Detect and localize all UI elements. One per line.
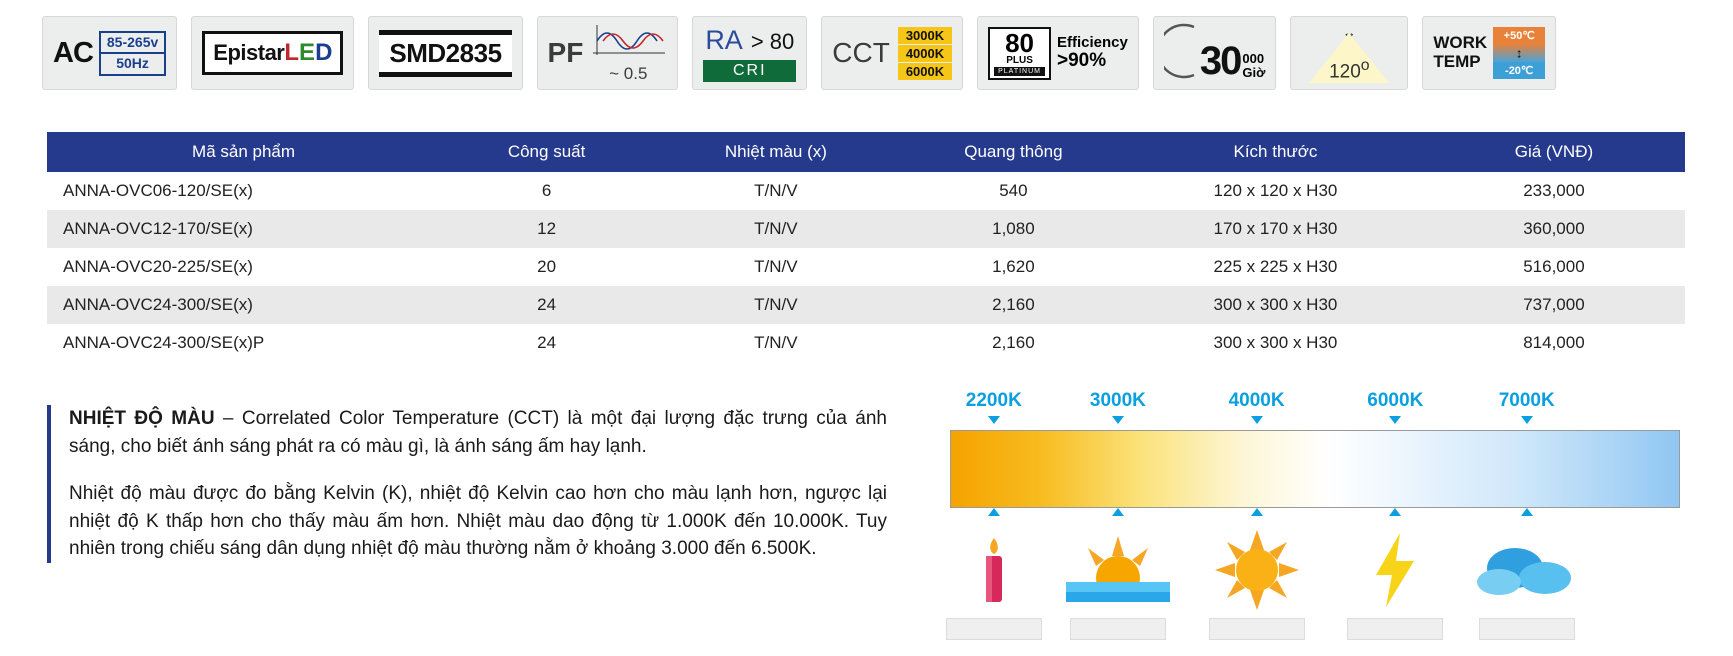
- spec-badge-strip: [42, 16, 1556, 90]
- cell-size: 300 x 300 x H30: [1213, 295, 1338, 314]
- ac-label: AC: [53, 36, 93, 69]
- waveform-icon: [589, 23, 667, 62]
- ra-label: RA: [705, 24, 743, 55]
- article-paragraph-1-body: – Correlated Color Temperature (CCT) là một đại lượng đặc trưng của ánh sáng, cho biết ánh sáng phát ra có màu gì, là ánh sáng ấm hay lạnh.: [69, 408, 888, 457]
- cct-marker-6000k: [1389, 508, 1401, 516]
- work-temp-min: -20℃: [1493, 62, 1545, 79]
- cct-gradient-bar: [950, 430, 1680, 508]
- cct-tick-7000k: 7000K: [1499, 390, 1555, 424]
- cct-tick-2200k: 2200K: [966, 390, 1022, 424]
- cell-size: 170 x 170 x H30: [1213, 219, 1338, 238]
- cct-option-6000k: 6000K: [898, 63, 952, 80]
- cell-cct: T/N/V: [754, 219, 798, 238]
- cell-price: 516,000: [1523, 257, 1585, 276]
- lifetime-unit: Giờ: [1242, 64, 1266, 80]
- badge-beam-angle: [1290, 16, 1408, 90]
- product-spec-table: [47, 132, 1685, 362]
- cell-code: ANNA-OVC06-120/SE(x): [63, 181, 253, 200]
- table-row: [47, 286, 1685, 324]
- beam-arrow-icon: ↔: [1342, 25, 1356, 40]
- badge-cct-options: [821, 16, 963, 90]
- pf-label: PF: [547, 37, 584, 68]
- table-header-row: [47, 132, 1685, 172]
- cct-chip-3: [1209, 618, 1305, 640]
- cct-caption-chips: [950, 618, 1680, 642]
- cct-source-icons: [950, 530, 1680, 618]
- cct-marker-4000k: [1251, 508, 1263, 516]
- cell-size: 300 x 300 x H30: [1213, 333, 1338, 352]
- work-temp-line2: TEMP: [1433, 52, 1481, 71]
- eff-line1: Efficiency: [1057, 34, 1128, 52]
- badge-chip-brand: [191, 16, 354, 90]
- cell-code: ANNA-OVC20-225/SE(x): [63, 257, 253, 276]
- cct-article: [47, 405, 887, 563]
- cct-chip-5: [1479, 618, 1575, 640]
- lightning-icon: [1340, 530, 1450, 610]
- cct-option-4000k: 4000K: [898, 45, 952, 62]
- table-row: [47, 248, 1685, 286]
- lifespan-arc-icon: [1164, 23, 1198, 84]
- lifetime-number: 30: [1199, 38, 1241, 83]
- cct-marker-2200k: [988, 508, 1000, 516]
- cell-cct: T/N/V: [754, 295, 798, 314]
- eff-plus: PLUS: [1006, 54, 1033, 66]
- cell-lumen: 1,620: [992, 257, 1035, 276]
- ac-voltage-value: 85-265v: [101, 33, 164, 55]
- cell-power: 12: [537, 219, 557, 238]
- candle-icon: [939, 530, 1049, 610]
- article-paragraph-1: [69, 405, 887, 460]
- cell-power: 24: [537, 295, 557, 314]
- cell-price: 360,000: [1523, 219, 1585, 238]
- cct-bottom-markers: [950, 508, 1680, 524]
- chip-brand-prefix: Epistar: [213, 40, 285, 65]
- ra-value: > 80: [750, 28, 795, 54]
- badge-ac-voltage: [42, 16, 177, 90]
- chip-brand-l3: D: [315, 39, 333, 66]
- cct-scale-panel: [950, 390, 1680, 642]
- cct-tick-labels: [950, 390, 1680, 430]
- cell-cct: T/N/V: [754, 333, 798, 352]
- sun-icon: [1202, 530, 1312, 610]
- eff-number: 80: [1005, 27, 1035, 58]
- work-temp-max: +50℃: [1493, 27, 1545, 44]
- col-header-size: Kích thước: [1128, 132, 1423, 172]
- table-row: [47, 172, 1685, 210]
- sunrise-icon: [1063, 530, 1173, 610]
- cell-code: ANNA-OVC12-170/SE(x): [63, 219, 253, 238]
- cct-chip-1: [946, 618, 1042, 640]
- cell-code: ANNA-OVC24-300/SE(x)P: [63, 333, 265, 352]
- cct-chip-2: [1070, 618, 1166, 640]
- table-row: [47, 324, 1685, 362]
- col-header-code: Mã sản phẩm: [47, 132, 440, 172]
- article-paragraph-2: Nhiệt độ màu được đo bằng Kelvin (K), nhiệt độ Kelvin cao hơn cho màu lạnh hơn, ngược lại nhiệt độ K thấp hơn cho thấy màu ấm hơn. Nhiệt màu dao động từ 1.000K đến 10.000K. Tuy nhiên trong chiếu sáng dân dụng nhiệt độ màu thường nằm ở khoảng 3.000 đến 6.500K.: [69, 483, 887, 560]
- work-temp-line1: WORK: [1433, 33, 1488, 53]
- beam-angle-unit: o: [1360, 56, 1370, 74]
- chip-brand-l1: L: [284, 39, 300, 66]
- badge-work-temp: [1422, 16, 1556, 90]
- eff-platinum: PLATINUM: [994, 67, 1045, 76]
- cell-code: ANNA-OVC24-300/SE(x): [63, 295, 253, 314]
- smd-label: SMD2835: [389, 37, 502, 68]
- cct-chip-4: [1347, 618, 1443, 640]
- col-header-power: Công suất: [440, 132, 653, 172]
- cell-power: 24: [537, 333, 557, 352]
- col-header-cct: Nhiệt màu (x): [653, 132, 899, 172]
- badge-power-factor: [537, 16, 679, 90]
- cct-label: CCT: [832, 37, 890, 68]
- beam-angle-value: 120: [1329, 61, 1361, 82]
- ac-box: [99, 31, 166, 76]
- cell-lumen: 2,160: [992, 295, 1035, 314]
- cell-size: 225 x 225 x H30: [1213, 257, 1338, 276]
- cell-size: 120 x 120 x H30: [1213, 181, 1338, 200]
- badge-smd-type: [368, 16, 522, 90]
- col-header-price: Giá (VNĐ): [1423, 132, 1685, 172]
- cell-lumen: 540: [999, 181, 1028, 200]
- cct-tick-4000k: 4000K: [1229, 390, 1285, 424]
- badge-lifetime: [1153, 16, 1276, 90]
- badge-efficiency: [977, 16, 1139, 90]
- cell-price: 814,000: [1523, 333, 1585, 352]
- cell-price: 737,000: [1523, 295, 1585, 314]
- cct-tick-6000k: 6000K: [1367, 390, 1423, 424]
- chip-brand-l2: E: [299, 39, 316, 66]
- article-lead: NHIỆT ĐỘ MÀU: [69, 408, 215, 429]
- cell-power: 20: [537, 257, 557, 276]
- cell-price: 233,000: [1523, 181, 1585, 200]
- eighty-plus-icon: [988, 27, 1051, 80]
- table-row: [47, 210, 1685, 248]
- cell-cct: T/N/V: [754, 181, 798, 200]
- thermometer-icon: [1493, 27, 1545, 79]
- cell-cct: T/N/V: [754, 257, 798, 276]
- cct-marker-3000k: [1112, 508, 1124, 516]
- ac-frequency-value: 50Hz: [116, 55, 149, 71]
- cri-bar: CRI: [703, 60, 796, 82]
- cell-lumen: 2,160: [992, 333, 1035, 352]
- pf-value: ~ 0.5: [609, 63, 648, 83]
- col-header-lumen: Quang thông: [899, 132, 1128, 172]
- eff-line2: >90%: [1057, 49, 1107, 71]
- cct-option-3000k: 3000K: [898, 27, 952, 44]
- cell-power: 6: [541, 181, 552, 200]
- badge-color-rendering: [692, 16, 807, 90]
- cell-lumen: 1,080: [992, 219, 1035, 238]
- cct-marker-7000k: [1521, 508, 1533, 516]
- cct-tick-3000k: 3000K: [1090, 390, 1146, 424]
- lifetime-exponent: 000: [1242, 51, 1265, 67]
- cloud-icon: [1472, 530, 1582, 610]
